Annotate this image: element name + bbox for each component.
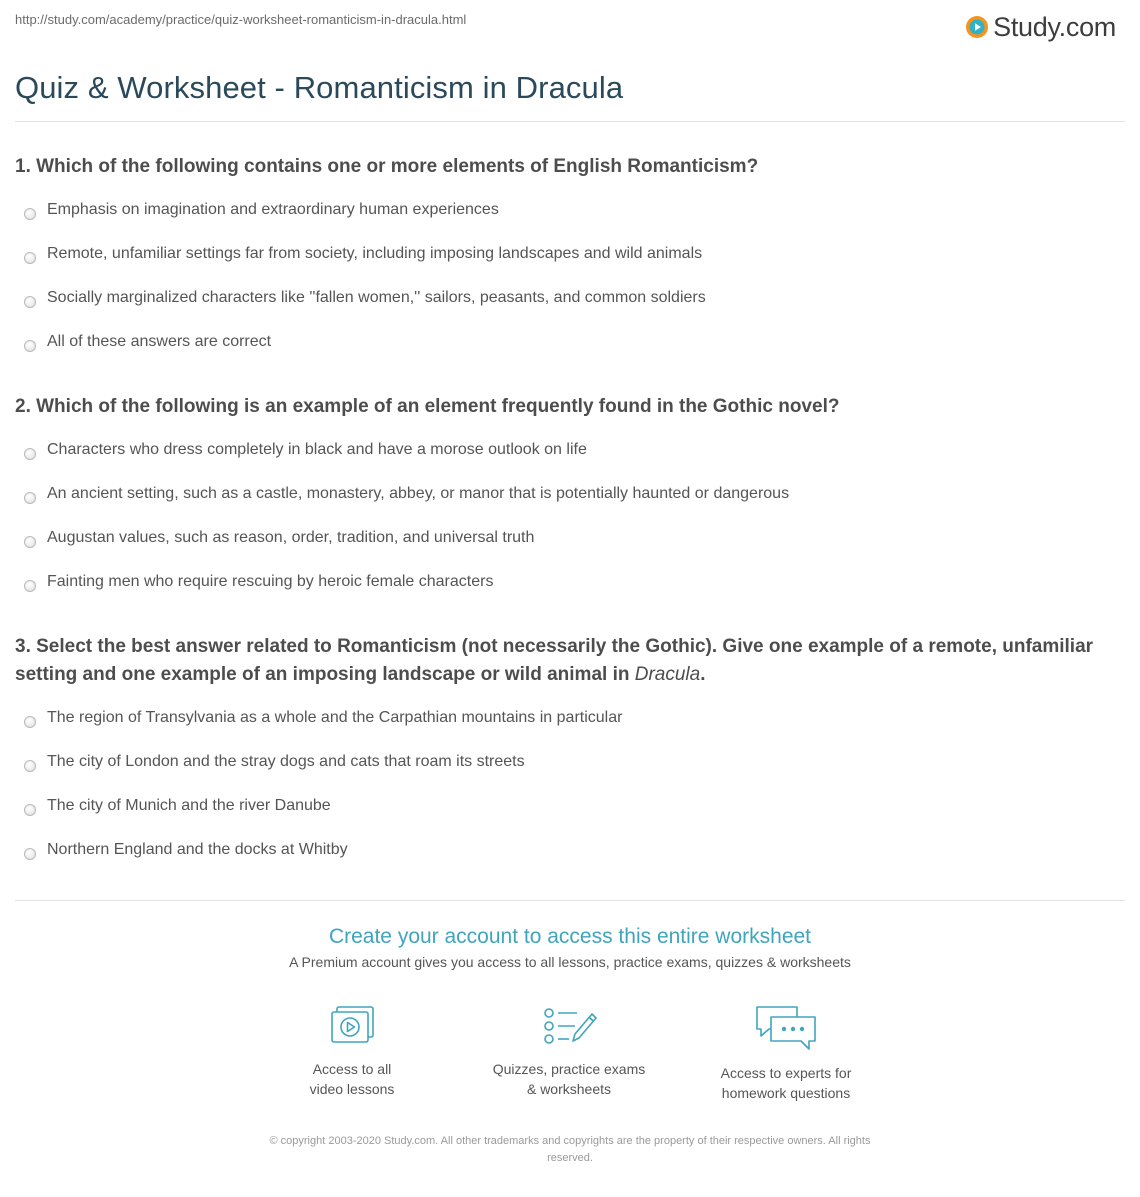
logo-text: Study.com: [993, 12, 1116, 42]
answer-list: [15, 704, 1100, 880]
question-text-end: .: [700, 664, 706, 685]
radio-button[interactable]: [24, 580, 36, 592]
answer-text: Fainting men who require rescuing by heroic female characters: [47, 573, 494, 590]
answer-option[interactable]: [15, 704, 1100, 748]
answer-text: Socially marginalized characters like ''fallen women,'' sailors, peasants, and common soldiers: [47, 289, 706, 306]
answer-text: Northern England and the docks at Whitby: [47, 841, 348, 858]
feature-label: Quizzes, practice exams & worksheets: [492, 1061, 646, 1097]
feature-label: Access to all video lessons: [309, 1061, 395, 1097]
copyright-notice: [0, 1133, 1140, 1167]
radio-button[interactable]: [24, 448, 36, 460]
question-text: 1. Which of the following contains one or more elements of English Romanticism?: [15, 156, 759, 177]
title-divider: [15, 121, 1125, 122]
radio-button[interactable]: [24, 340, 36, 352]
answer-option[interactable]: [15, 284, 1100, 328]
feature-video-lessons: [262, 1003, 442, 1099]
feature-quizzes: [479, 1003, 659, 1099]
answer-text: Remote, unfamiliar settings far from society, including imposing landscapes and wild animals: [47, 245, 703, 262]
answer-option[interactable]: [15, 748, 1100, 792]
answer-list: [15, 196, 1100, 372]
chat-bubbles-icon: [753, 1003, 819, 1053]
radio-button[interactable]: [24, 296, 36, 308]
answer-option[interactable]: [15, 328, 1100, 372]
radio-button[interactable]: [24, 208, 36, 220]
question-2: [15, 393, 1100, 612]
answer-text: Augustan values, such as reason, order, tradition, and universal truth: [47, 529, 535, 546]
copyright-line: © copyright 2003-2020 Study.com. All other trademarks and copyrights are the property of their respective owners. All rights: [269, 1135, 871, 1147]
study-logo[interactable]: [965, 12, 1116, 42]
quiz-checklist-icon: [539, 1003, 599, 1049]
cta-title-link[interactable]: Create your account to access this entire worksheet: [328, 925, 812, 948]
answer-text: The city of Munich and the river Danube: [47, 797, 331, 814]
feature-experts: [696, 1003, 876, 1103]
radio-button[interactable]: [24, 536, 36, 548]
answer-text: An ancient setting, such as a castle, monastery, abbey, or manor that is potentially haunted or dangerous: [47, 485, 790, 502]
radio-button[interactable]: [24, 492, 36, 504]
cta-subtitle: A Premium account gives you access to all lessons, practice exams, quizzes & worksheets: [289, 954, 851, 970]
answer-option[interactable]: [15, 480, 1100, 524]
copyright-line: reserved.: [547, 1152, 593, 1164]
answer-option[interactable]: [15, 568, 1100, 612]
signup-cta: [0, 922, 1140, 970]
question-3: [15, 633, 1100, 880]
answer-text: Emphasis on imagination and extraordinary human experiences: [47, 201, 499, 218]
page-title: Quiz & Worksheet - Romanticism in Dracula: [15, 70, 624, 105]
question-text: [15, 633, 1100, 689]
feature-label: Access to experts for homework questions: [720, 1065, 852, 1101]
question-text-main: 3. Select the best answer related to Romanticism (not necessarily the Gothic). Give one example of a remote, unfamiliar setting and one example of an imposing landscape or wild animal in: [15, 636, 1094, 685]
page-url: http://study.com/academy/practice/quiz-worksheet-romanticism-in-dracula.html: [15, 12, 467, 27]
question-1: [15, 153, 1100, 372]
answer-option[interactable]: [15, 524, 1100, 568]
radio-button[interactable]: [24, 716, 36, 728]
video-lessons-icon: [324, 1003, 380, 1049]
answer-list: [15, 436, 1100, 612]
answer-text: Characters who dress completely in black and have a morose outlook on life: [47, 441, 587, 458]
radio-button[interactable]: [24, 760, 36, 772]
answer-option[interactable]: [15, 436, 1100, 480]
book-title: Dracula: [634, 664, 701, 685]
cta-divider: [15, 900, 1125, 901]
answer-option[interactable]: [15, 836, 1100, 880]
answer-option[interactable]: [15, 792, 1100, 836]
feature-list: [0, 1003, 1140, 1113]
answer-text: All of these answers are correct: [47, 333, 272, 350]
answer-option[interactable]: [15, 240, 1100, 284]
radio-button[interactable]: [24, 804, 36, 816]
play-logo-icon: [965, 15, 989, 39]
radio-button[interactable]: [24, 848, 36, 860]
answer-option[interactable]: [15, 196, 1100, 240]
radio-button[interactable]: [24, 252, 36, 264]
answer-text: The region of Transylvania as a whole and the Carpathian mountains in particular: [47, 709, 623, 726]
question-text: 2. Which of the following is an example of an element frequently found in the Gothic novel?: [15, 396, 840, 417]
answer-text: The city of London and the stray dogs and cats that roam its streets: [47, 753, 525, 770]
page-header: [15, 12, 1116, 42]
